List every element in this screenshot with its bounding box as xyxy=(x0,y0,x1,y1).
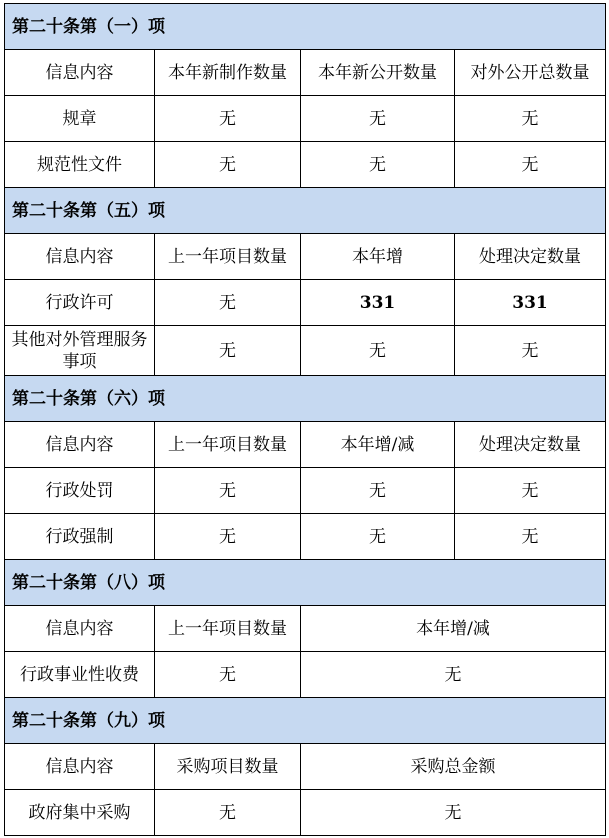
section-title-4: 第二十条第（八）项 xyxy=(5,560,606,606)
cell-value: 331 xyxy=(455,280,606,326)
row-label: 规范性文件 xyxy=(5,142,155,188)
cell-value: 无 xyxy=(455,514,606,560)
cell-value: 无 xyxy=(455,96,606,142)
cell-value: 无 xyxy=(301,652,606,698)
header-info-content: 信息内容 xyxy=(5,234,155,280)
section-title-2: 第二十条第（五）项 xyxy=(5,188,606,234)
header-decision-count: 处理决定数量 xyxy=(455,422,606,468)
header-this-year-change: 本年增/减 xyxy=(301,606,606,652)
cell-value: 无 xyxy=(301,468,455,514)
header-this-year-change: 本年增/减 xyxy=(301,422,455,468)
header-info-content: 信息内容 xyxy=(5,744,155,790)
cell-value: 无 xyxy=(301,790,606,836)
header-decision-count: 处理决定数量 xyxy=(455,234,606,280)
header-purchase-count: 采购项目数量 xyxy=(155,744,301,790)
cell-value: 无 xyxy=(155,96,301,142)
table-row xyxy=(5,468,606,514)
disclosure-table xyxy=(4,3,606,836)
cell-value: 无 xyxy=(301,142,455,188)
cell-value: 无 xyxy=(301,96,455,142)
cell-value: 无 xyxy=(155,652,301,698)
header-last-year-count: 上一年项目数量 xyxy=(155,422,301,468)
header-new-published: 本年新公开数量 xyxy=(301,50,455,96)
header-info-content: 信息内容 xyxy=(5,50,155,96)
cell-value: 无 xyxy=(155,468,301,514)
row-label: 规章 xyxy=(5,96,155,142)
cell-value: 无 xyxy=(455,142,606,188)
header-total-published: 对外公开总数量 xyxy=(455,50,606,96)
cell-value: 无 xyxy=(155,142,301,188)
table-row xyxy=(5,280,606,326)
row-label: 政府集中采购 xyxy=(5,790,155,836)
row-label: 其他对外管理服务事项 xyxy=(5,326,155,376)
row-label: 行政强制 xyxy=(5,514,155,560)
cell-value: 无 xyxy=(301,326,455,376)
cell-value: 无 xyxy=(301,514,455,560)
cell-value: 无 xyxy=(455,468,606,514)
table-row xyxy=(5,790,606,836)
cell-value: 无 xyxy=(155,280,301,326)
row-label: 行政许可 xyxy=(5,280,155,326)
header-new-made: 本年新制作数量 xyxy=(155,50,301,96)
row-label: 行政事业性收费 xyxy=(5,652,155,698)
table-row xyxy=(5,142,606,188)
cell-value: 无 xyxy=(155,326,301,376)
cell-value: 无 xyxy=(455,326,606,376)
row-label: 行政处罚 xyxy=(5,468,155,514)
section-title-3: 第二十条第（六）项 xyxy=(5,376,606,422)
table-row xyxy=(5,652,606,698)
table-row xyxy=(5,96,606,142)
table-row xyxy=(5,326,606,376)
cell-value: 331 xyxy=(301,280,455,326)
header-purchase-total: 采购总金额 xyxy=(301,744,606,790)
section-title-5: 第二十条第（九）项 xyxy=(5,698,606,744)
header-last-year-count: 上一年项目数量 xyxy=(155,606,301,652)
header-info-content: 信息内容 xyxy=(5,422,155,468)
cell-value: 无 xyxy=(155,514,301,560)
header-last-year-count: 上一年项目数量 xyxy=(155,234,301,280)
section-title-1: 第二十条第（一）项 xyxy=(5,4,606,50)
table-row xyxy=(5,514,606,560)
header-info-content: 信息内容 xyxy=(5,606,155,652)
cell-value: 无 xyxy=(155,790,301,836)
header-this-year-increase: 本年增 xyxy=(301,234,455,280)
